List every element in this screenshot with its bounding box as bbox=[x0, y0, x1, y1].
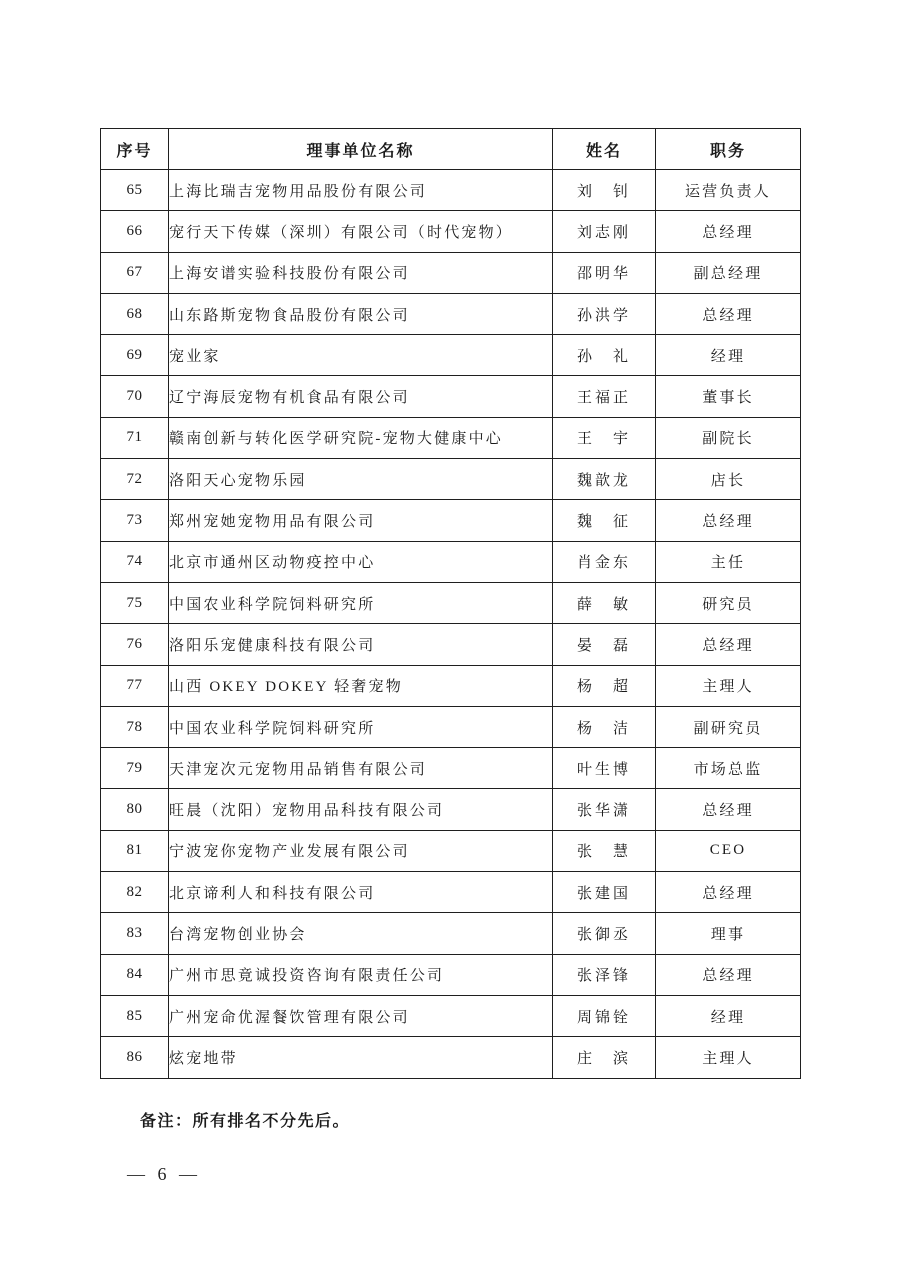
council-members-table bbox=[100, 128, 801, 1079]
position-cell: 总经理 bbox=[656, 293, 801, 334]
row-number-cell: 68 bbox=[101, 293, 169, 334]
org-name-cell: 旺晨（沈阳）宠物用品科技有限公司 bbox=[169, 789, 553, 830]
table-row bbox=[101, 665, 801, 706]
person-name-cell: 魏 征 bbox=[553, 500, 656, 541]
table-row bbox=[101, 293, 801, 334]
person-name-cell: 张 慧 bbox=[553, 830, 656, 871]
org-name-cell: 上海比瑞吉宠物用品股份有限公司 bbox=[169, 170, 553, 211]
table-row bbox=[101, 830, 801, 871]
org-name-cell: 郑州宠她宠物用品有限公司 bbox=[169, 500, 553, 541]
org-name-cell: 上海安谱实验科技股份有限公司 bbox=[169, 252, 553, 293]
row-number-cell: 65 bbox=[101, 170, 169, 211]
table-row bbox=[101, 706, 801, 747]
row-number-cell: 73 bbox=[101, 500, 169, 541]
org-name-cell: 宠业家 bbox=[169, 335, 553, 376]
col-header-no: 序号 bbox=[101, 129, 169, 170]
row-number-cell: 82 bbox=[101, 872, 169, 913]
org-name-cell: 北京谛利人和科技有限公司 bbox=[169, 872, 553, 913]
person-name-cell: 叶生博 bbox=[553, 748, 656, 789]
table-row bbox=[101, 500, 801, 541]
col-header-title: 职务 bbox=[656, 129, 801, 170]
person-name-cell: 王福正 bbox=[553, 376, 656, 417]
org-name-cell: 宠行天下传媒（深圳）有限公司（时代宠物） bbox=[169, 211, 553, 252]
table-row bbox=[101, 624, 801, 665]
row-number-cell: 76 bbox=[101, 624, 169, 665]
person-name-cell: 薛 敏 bbox=[553, 582, 656, 623]
row-number-cell: 86 bbox=[101, 1037, 169, 1078]
table-row bbox=[101, 541, 801, 582]
position-cell: 总经理 bbox=[656, 789, 801, 830]
row-number-cell: 67 bbox=[101, 252, 169, 293]
table-header-row bbox=[101, 129, 801, 170]
position-cell: 副研究员 bbox=[656, 706, 801, 747]
table-row bbox=[101, 211, 801, 252]
table-row bbox=[101, 748, 801, 789]
position-cell: 主理人 bbox=[656, 665, 801, 706]
position-cell: 运营负责人 bbox=[656, 170, 801, 211]
person-name-cell: 王 宇 bbox=[553, 417, 656, 458]
org-name-cell: 炫宠地带 bbox=[169, 1037, 553, 1078]
table-row bbox=[101, 459, 801, 500]
org-name-cell: 广州市思竟诚投资咨询有限责任公司 bbox=[169, 954, 553, 995]
table-row bbox=[101, 913, 801, 954]
person-name-cell: 晏 磊 bbox=[553, 624, 656, 665]
org-name-cell: 广州宠命优渥餐饮管理有限公司 bbox=[169, 995, 553, 1036]
org-name-cell: 中国农业科学院饲料研究所 bbox=[169, 582, 553, 623]
org-name-cell: 辽宁海辰宠物有机食品有限公司 bbox=[169, 376, 553, 417]
council-table-container bbox=[100, 128, 800, 1079]
table-row bbox=[101, 417, 801, 458]
row-number-cell: 83 bbox=[101, 913, 169, 954]
person-name-cell: 张泽锋 bbox=[553, 954, 656, 995]
table-row bbox=[101, 335, 801, 376]
org-name-cell: 赣南创新与转化医学研究院-宠物大健康中心 bbox=[169, 417, 553, 458]
row-number-cell: 72 bbox=[101, 459, 169, 500]
row-number-cell: 85 bbox=[101, 995, 169, 1036]
table-row bbox=[101, 954, 801, 995]
org-name-cell: 北京市通州区动物疫控中心 bbox=[169, 541, 553, 582]
table-row bbox=[101, 995, 801, 1036]
person-name-cell: 孙 礼 bbox=[553, 335, 656, 376]
page-number: — 6 — bbox=[127, 1164, 201, 1184]
person-name-cell: 张建国 bbox=[553, 872, 656, 913]
row-number-cell: 71 bbox=[101, 417, 169, 458]
person-name-cell: 刘志刚 bbox=[553, 211, 656, 252]
person-name-cell: 周锦铨 bbox=[553, 995, 656, 1036]
position-cell: 董事长 bbox=[656, 376, 801, 417]
org-name-cell: 山西 OKEY DOKEY 轻奢宠物 bbox=[169, 665, 553, 706]
position-cell: 总经理 bbox=[656, 954, 801, 995]
row-number-cell: 80 bbox=[101, 789, 169, 830]
row-number-cell: 78 bbox=[101, 706, 169, 747]
position-cell: 总经理 bbox=[656, 500, 801, 541]
row-number-cell: 69 bbox=[101, 335, 169, 376]
position-cell: 主任 bbox=[656, 541, 801, 582]
position-cell: 经理 bbox=[656, 335, 801, 376]
position-cell: 总经理 bbox=[656, 872, 801, 913]
note-text: 备注：所有排名不分先后。 bbox=[140, 1113, 351, 1130]
position-cell: 经理 bbox=[656, 995, 801, 1036]
row-number-cell: 77 bbox=[101, 665, 169, 706]
position-cell: CEO bbox=[656, 830, 801, 871]
position-cell: 总经理 bbox=[656, 211, 801, 252]
org-name-cell: 山东路斯宠物食品股份有限公司 bbox=[169, 293, 553, 334]
position-cell: 市场总监 bbox=[656, 748, 801, 789]
row-number-cell: 79 bbox=[101, 748, 169, 789]
position-cell: 店长 bbox=[656, 459, 801, 500]
row-number-cell: 75 bbox=[101, 582, 169, 623]
org-name-cell: 洛阳乐宠健康科技有限公司 bbox=[169, 624, 553, 665]
table-row bbox=[101, 376, 801, 417]
row-number-cell: 84 bbox=[101, 954, 169, 995]
person-name-cell: 杨 超 bbox=[553, 665, 656, 706]
person-name-cell: 杨 洁 bbox=[553, 706, 656, 747]
person-name-cell: 孙洪学 bbox=[553, 293, 656, 334]
person-name-cell: 肖金东 bbox=[553, 541, 656, 582]
table-row bbox=[101, 872, 801, 913]
person-name-cell: 庄 滨 bbox=[553, 1037, 656, 1078]
row-number-cell: 70 bbox=[101, 376, 169, 417]
position-cell: 副总经理 bbox=[656, 252, 801, 293]
person-name-cell: 邵明华 bbox=[553, 252, 656, 293]
table-body bbox=[101, 170, 801, 1079]
org-name-cell: 中国农业科学院饲料研究所 bbox=[169, 706, 553, 747]
table-row bbox=[101, 170, 801, 211]
row-number-cell: 81 bbox=[101, 830, 169, 871]
table-row bbox=[101, 252, 801, 293]
col-header-name: 姓名 bbox=[553, 129, 656, 170]
table-row bbox=[101, 582, 801, 623]
person-name-cell: 张御丞 bbox=[553, 913, 656, 954]
row-number-cell: 74 bbox=[101, 541, 169, 582]
position-cell: 副院长 bbox=[656, 417, 801, 458]
org-name-cell: 洛阳天心宠物乐园 bbox=[169, 459, 553, 500]
org-name-cell: 宁波宠你宠物产业发展有限公司 bbox=[169, 830, 553, 871]
position-cell: 总经理 bbox=[656, 624, 801, 665]
position-cell: 主理人 bbox=[656, 1037, 801, 1078]
col-header-org: 理事单位名称 bbox=[169, 129, 553, 170]
table-row bbox=[101, 789, 801, 830]
org-name-cell: 天津宠次元宠物用品销售有限公司 bbox=[169, 748, 553, 789]
row-number-cell: 66 bbox=[101, 211, 169, 252]
position-cell: 理事 bbox=[656, 913, 801, 954]
org-name-cell: 台湾宠物创业协会 bbox=[169, 913, 553, 954]
person-name-cell: 刘 钊 bbox=[553, 170, 656, 211]
person-name-cell: 魏歆龙 bbox=[553, 459, 656, 500]
table-row bbox=[101, 1037, 801, 1078]
position-cell: 研究员 bbox=[656, 582, 801, 623]
person-name-cell: 张华潇 bbox=[553, 789, 656, 830]
